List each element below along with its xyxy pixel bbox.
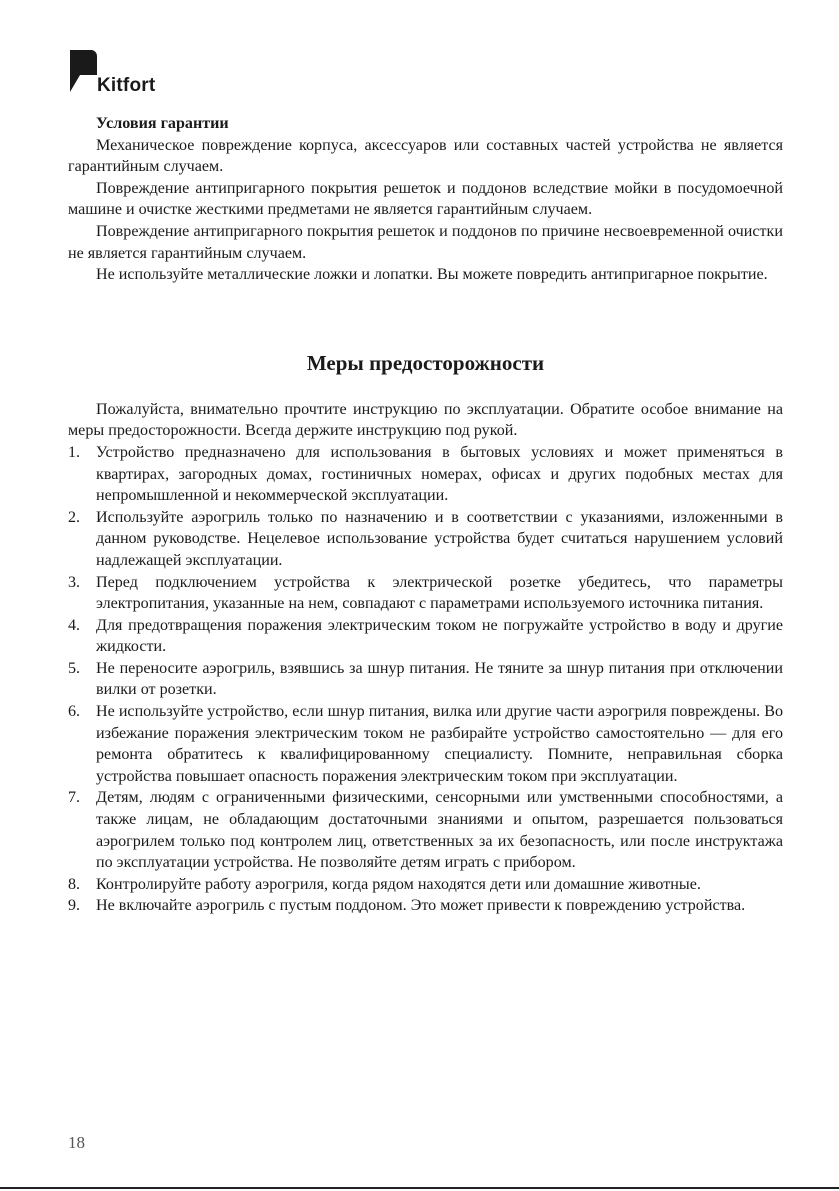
page-number: 18 — [68, 1133, 85, 1152]
kitfort-logo-icon — [68, 48, 98, 94]
list-item — [68, 572, 783, 615]
item-number: 1. — [68, 443, 81, 461]
item-text: Не переносите аэрогриль, взявшись за шнур питания. Не тяните за шнур питания при отключении вилки от розетки. — [96, 659, 783, 699]
item-number: 6. — [68, 703, 81, 721]
warranty-paragraph: Не используйте металлические ложки и лопатки. Вы можете повредить антипригарное покрытие. — [96, 266, 768, 284]
item-text: Не используйте устройство, если шнур питания, вилка или другие части аэрогриля повреждены. Во избежание поражения электрическим током не разбирайте устройство самостоятельно — для его ремонта обратитесь к квалифицированному специалисту. Помните, неправильная сборка устройства повышает опасность поражения электрическим током при эксплуатации. — [96, 703, 783, 785]
warranty-paragraph: Повреждение антипригарного покрытия решеток и поддонов вследствие мойки в посудомоечной машине и очистке жесткими предметами не является гарантийным случаем. — [68, 179, 783, 219]
item-number: 9. — [68, 897, 81, 915]
item-number: 7. — [68, 789, 81, 807]
item-number: 2. — [68, 508, 81, 526]
list-item — [68, 442, 783, 507]
warranty-paragraph: Механическое повреждение корпуса, аксессуаров или составных частей устройства не является гарантийным случаем. — [68, 136, 783, 176]
page-content — [68, 113, 783, 917]
list-item — [68, 615, 783, 658]
precautions-intro: Пожалуйста, внимательно прочтите инструкцию по эксплуатации. Обратите особое внимание на меры предосторожности. Всегда держите инструкцию под рукой. — [68, 400, 783, 440]
warranty-paragraph: Повреждение антипригарного покрытия решеток и поддонов по причине несвоевременной очистки не является гарантийным случаем. — [68, 222, 783, 262]
warranty-section — [68, 113, 783, 286]
item-text: Детям, людям с ограниченными физическими, сенсорными или умственными способностями, а также лицам, не обладающим достаточными знаниями и опытом, разрешается пользоваться аэрогрилем только под контролем лиц, ответственных за их безопасность, или после инструктажа по эксплуатации устройства. Не позволяйте детям играть с прибором. — [96, 789, 783, 872]
warranty-title: Условия гарантии — [96, 115, 229, 132]
item-number: 5. — [68, 659, 81, 677]
item-text: Используйте аэрогриль только по назначению и в соответствии с указаниями, изложенными в данном руководстве. Нецелевое использование устройства будет считаться нарушением условий надлежащей эксплуатации. — [96, 508, 783, 569]
list-item — [68, 701, 783, 787]
precautions-section — [68, 349, 783, 917]
item-text: Перед подключением устройства к электрической розетке убедитесь, что параметры электропитания, указанные на нем, совпадают с параметрами используемого источника питания. — [96, 573, 783, 613]
item-text: Для предотвращения поражения электрическим током не погружайте устройство в воду и другие жидкости. — [96, 616, 783, 656]
list-item — [68, 787, 783, 873]
list-item — [68, 507, 783, 572]
item-text: Не включайте аэрогриль с пустым поддоном. Это может привести к повреждению устройства. — [96, 897, 746, 915]
list-item — [68, 874, 783, 896]
precautions-list — [68, 442, 783, 917]
precautions-title: Меры предосторожности — [306, 350, 545, 375]
brand-logo — [68, 48, 178, 98]
item-text: Контролируйте работу аэрогриля, когда рядом находятся дети или домашние животные. — [96, 875, 701, 893]
item-number: 8. — [68, 875, 81, 893]
brand-name: Kitfort — [97, 75, 156, 96]
item-text: Устройство предназначено для использования в бытовых условиях и может применяться в квартирах, загородных домах, гостиничных номерах, офисах и других подобных местах для непромышленной и некоммерческой эксплуатации. — [96, 443, 783, 505]
item-number: 3. — [68, 573, 81, 591]
bottom-divider — [0, 1187, 839, 1189]
list-item — [68, 658, 783, 701]
list-item — [68, 895, 783, 917]
item-number: 4. — [68, 616, 81, 634]
